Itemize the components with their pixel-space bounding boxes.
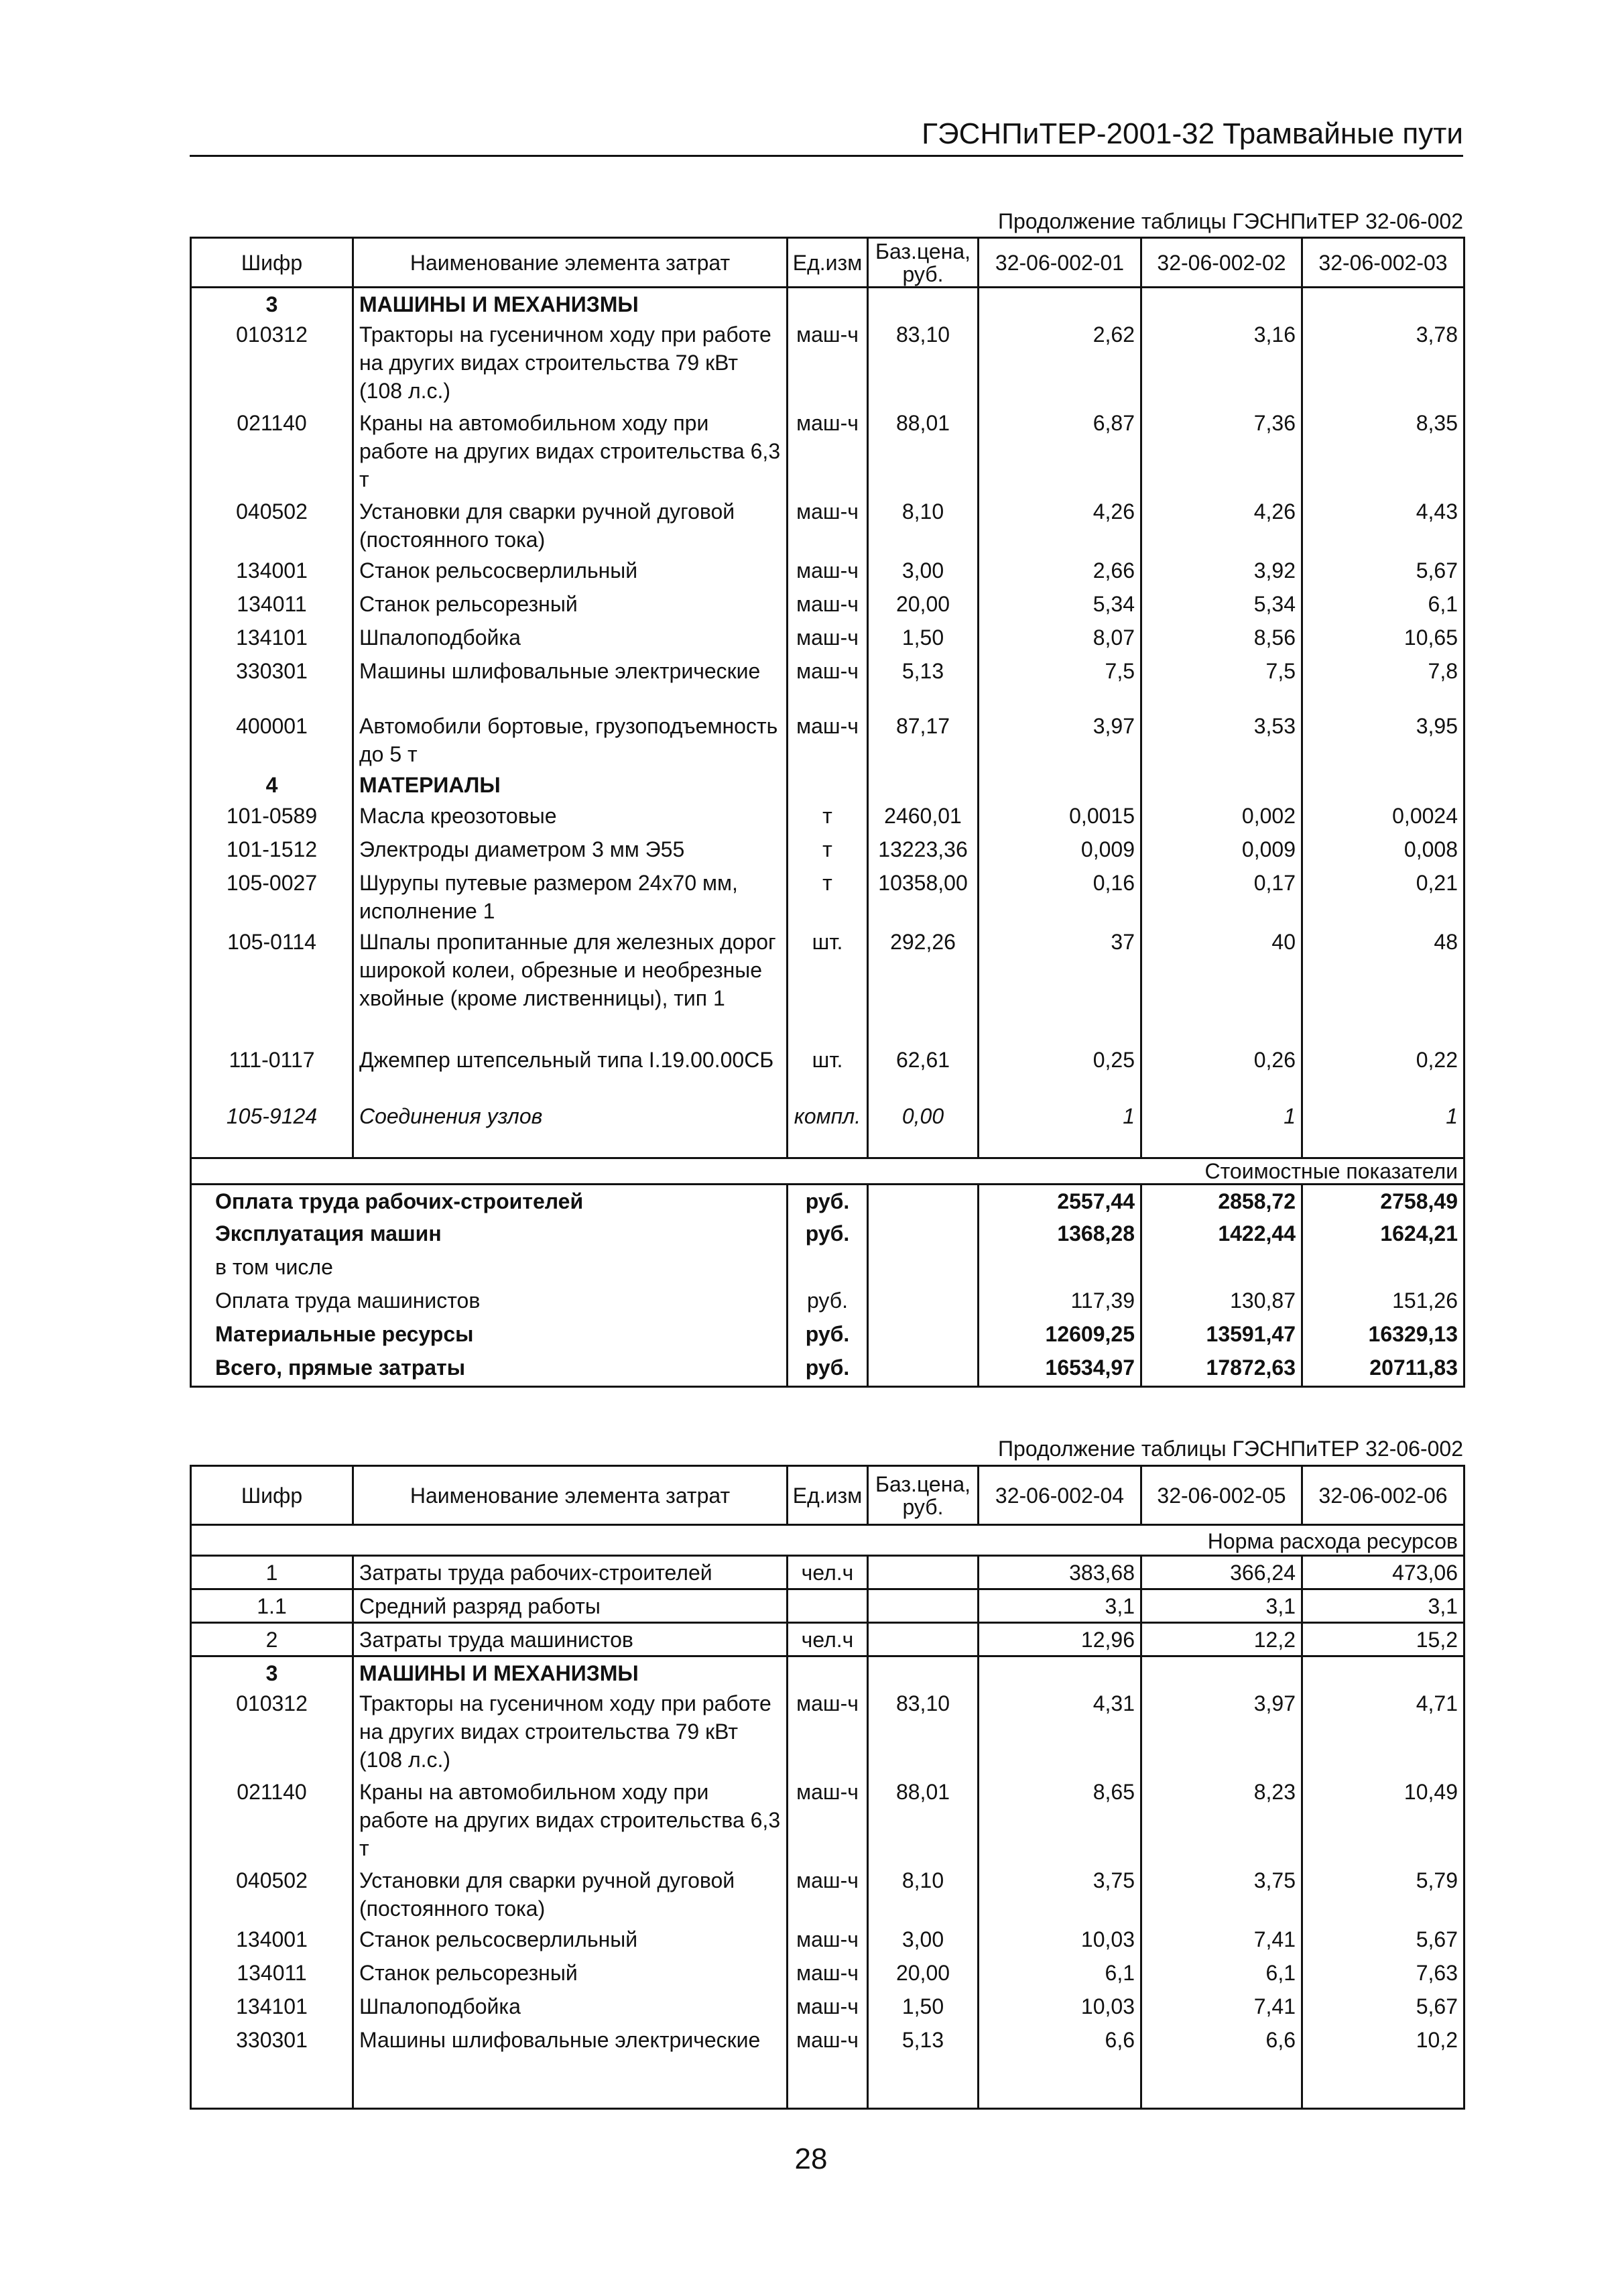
cell-name: Джемпер штепсельный типа I.19.00.00СБ — [353, 1044, 788, 1100]
cell-unit: т — [788, 833, 868, 867]
table2-caption: Продолжение таблицы ГЭСНПиТЕР 32-06-002 — [998, 1437, 1463, 1461]
cost-row — [191, 1351, 1464, 1386]
cell-code: 111-0117 — [191, 1044, 353, 1100]
cell-value: 3,97 — [979, 710, 1141, 769]
running-header — [190, 117, 1463, 157]
col-header-code: Шифр — [191, 1466, 353, 1525]
cell-value: 8,65 — [979, 1776, 1141, 1864]
cell-code: 101-0589 — [191, 800, 353, 833]
cell-unit: маш-ч — [788, 554, 868, 588]
cell-price: 83,10 — [868, 1687, 979, 1776]
cell-unit — [788, 1589, 868, 1623]
cell-price — [868, 1623, 979, 1656]
cell-code: 040502 — [191, 495, 353, 554]
table-row — [191, 2024, 1464, 2108]
cell-value: 7,5 — [1141, 655, 1302, 710]
cost-label: Стоимостные показатели — [191, 1158, 1464, 1184]
cell-code: 105-0114 — [191, 926, 353, 1044]
table-row — [191, 1776, 1464, 1864]
cell-value: 6,1 — [1302, 588, 1464, 621]
cell-value: 4,71 — [1302, 1687, 1464, 1776]
cell-unit: маш-ч — [788, 495, 868, 554]
cost-value: 130,87 — [1141, 1284, 1302, 1318]
cell-code: 134011 — [191, 588, 353, 621]
table-row — [191, 1864, 1464, 1923]
cell-code: 101-1512 — [191, 833, 353, 867]
norm-label-row — [191, 1525, 1464, 1556]
table-row — [191, 318, 1464, 407]
section-code: 3 — [191, 288, 353, 319]
cell-name: Краны на автомобильном ходу при работе на других видах строительства 6,3 т — [353, 407, 788, 495]
cell-price: 1,50 — [868, 621, 979, 655]
cell-value: 3,16 — [1141, 318, 1302, 407]
table-row — [191, 1100, 1464, 1158]
table-row — [191, 655, 1464, 710]
section-title: МАШИНЫ И МЕХАНИЗМЫ — [353, 1656, 788, 1688]
cost-unit: руб. — [788, 1284, 868, 1318]
cell-value: 3,75 — [1141, 1864, 1302, 1923]
cell-unit: маш-ч — [788, 1990, 868, 2024]
cell-value: 6,6 — [1141, 2024, 1302, 2108]
cost-value: 13591,47 — [1141, 1318, 1302, 1351]
table-row — [191, 1990, 1464, 2024]
cell-value: 15,2 — [1302, 1623, 1464, 1656]
cost-value — [1302, 1251, 1464, 1284]
cell-value: 8,56 — [1141, 621, 1302, 655]
table-row — [191, 1044, 1464, 1100]
section-row — [191, 288, 1464, 319]
cell-value: 37 — [979, 926, 1141, 1044]
cost-row — [191, 1318, 1464, 1351]
cost-value: 2858,72 — [1141, 1184, 1302, 1217]
cell-code: 400001 — [191, 710, 353, 769]
cell-unit: маш-ч — [788, 1776, 868, 1864]
col-header-code: Шифр — [191, 238, 353, 288]
cell-value: 2,66 — [979, 554, 1141, 588]
cell-price — [868, 1556, 979, 1589]
cell-value: 7,41 — [1141, 1923, 1302, 1957]
cell-name: Тракторы на гусеничном ходу при работе на других видах строительства 79 кВт (108 л.с.) — [353, 318, 788, 407]
cell-code: 1.1 — [191, 1589, 353, 1623]
col-header-norm-01: 32-06-002-01 — [979, 238, 1141, 288]
cost-name: в том числе — [191, 1251, 788, 1284]
cell-name: Шпалы пропитанные для железных дорог широкой колеи, обрезные и необрезные хвойные (кроме лиственницы), тип 1 — [353, 926, 788, 1044]
cell-value: 7,8 — [1302, 655, 1464, 710]
cell-unit: маш-ч — [788, 621, 868, 655]
cell-value: 3,92 — [1141, 554, 1302, 588]
cost-value: 12609,25 — [979, 1318, 1141, 1351]
cell-price: 3,00 — [868, 1923, 979, 1957]
cost-value: 20711,83 — [1302, 1351, 1464, 1386]
cell-value: 3,78 — [1302, 318, 1464, 407]
section-code: 4 — [191, 769, 353, 800]
cell-value: 5,34 — [979, 588, 1141, 621]
cost-value: 151,26 — [1302, 1284, 1464, 1318]
cost-value: 16534,97 — [979, 1351, 1141, 1386]
cell-unit: маш-ч — [788, 407, 868, 495]
cell-price: 8,10 — [868, 495, 979, 554]
cost-unit: руб. — [788, 1217, 868, 1251]
cell-name: Установки для сварки ручной дуговой (постоянного тока) — [353, 1864, 788, 1923]
cost-row — [191, 1251, 1464, 1284]
cell-value: 0,21 — [1302, 867, 1464, 926]
section-title: МАШИНЫ И МЕХАНИЗМЫ — [353, 288, 788, 319]
table-row — [191, 1623, 1464, 1656]
cell-name: Станок рельсосверлильный — [353, 1923, 788, 1957]
cell-value: 3,1 — [979, 1589, 1141, 1623]
cell-name: Станок рельсорезный — [353, 1957, 788, 1990]
table-row — [191, 1687, 1464, 1776]
table-row — [191, 800, 1464, 833]
cell-code: 021140 — [191, 407, 353, 495]
table-row — [191, 1923, 1464, 1957]
cell-value: 0,25 — [979, 1044, 1141, 1100]
cell-code: 2 — [191, 1623, 353, 1656]
cell-value: 1 — [979, 1100, 1141, 1158]
cost-row — [191, 1284, 1464, 1318]
cost-row — [191, 1184, 1464, 1217]
col-header-price: Баз.цена, руб. — [868, 1466, 979, 1525]
cell-name: Средний разряд работы — [353, 1589, 788, 1623]
table-row — [191, 926, 1464, 1044]
cell-value: 0,0015 — [979, 800, 1141, 833]
cell-unit: т — [788, 800, 868, 833]
cell-name: Соединения узлов — [353, 1100, 788, 1158]
cell-unit: маш-ч — [788, 1923, 868, 1957]
cell-value: 366,24 — [1141, 1556, 1302, 1589]
cell-value: 0,16 — [979, 867, 1141, 926]
cell-value: 6,1 — [1141, 1957, 1302, 1990]
cell-unit: маш-ч — [788, 655, 868, 710]
cell-unit: т — [788, 867, 868, 926]
cost-name: Материальные ресурсы — [191, 1318, 788, 1351]
cell-unit: шт. — [788, 926, 868, 1044]
norm-label: Норма расхода ресурсов — [191, 1525, 1464, 1556]
cost-value: 2758,49 — [1302, 1184, 1464, 1217]
cell-value: 8,07 — [979, 621, 1141, 655]
cell-value: 6,1 — [979, 1957, 1141, 1990]
cell-value: 10,03 — [979, 1923, 1141, 1957]
cell-value: 1 — [1141, 1100, 1302, 1158]
cell-name: Тракторы на гусеничном ходу при работе на других видах строительства 79 кВт (108 л.с.) — [353, 1687, 788, 1776]
cost-name: Всего, прямые затраты — [191, 1351, 788, 1386]
col-header-norm-05: 32-06-002-05 — [1141, 1466, 1302, 1525]
cell-price: 83,10 — [868, 318, 979, 407]
cell-price: 3,00 — [868, 554, 979, 588]
resource-table-2 — [190, 1465, 1465, 2110]
cell-value: 6,6 — [979, 2024, 1141, 2108]
resource-table-1 — [190, 237, 1465, 1388]
cell-price: 1,50 — [868, 1990, 979, 2024]
cell-price: 5,13 — [868, 655, 979, 710]
cost-unit: руб. — [788, 1184, 868, 1217]
col-header-unit: Ед.изм — [788, 1466, 868, 1525]
cell-name: Затраты труда машинистов — [353, 1623, 788, 1656]
cell-value: 4,43 — [1302, 495, 1464, 554]
cell-name: Машины шлифовальные электрические — [353, 2024, 788, 2108]
table-row — [191, 867, 1464, 926]
cell-value: 8,35 — [1302, 407, 1464, 495]
table-row — [191, 407, 1464, 495]
cell-value: 5,67 — [1302, 1923, 1464, 1957]
cell-price: 10358,00 — [868, 867, 979, 926]
cell-price — [868, 1589, 979, 1623]
cost-name: Эксплуатация машин — [191, 1217, 788, 1251]
cell-value: 1 — [1302, 1100, 1464, 1158]
cell-code: 134001 — [191, 1923, 353, 1957]
cell-name: Масла креозотовые — [353, 800, 788, 833]
cell-unit: маш-ч — [788, 1864, 868, 1923]
cell-name: Электроды диаметром 3 мм Э55 — [353, 833, 788, 867]
cost-unit: руб. — [788, 1318, 868, 1351]
table-row — [191, 1589, 1464, 1623]
cost-name: Оплата труда рабочих-строителей — [191, 1184, 788, 1217]
cell-value: 0,17 — [1141, 867, 1302, 926]
cell-value: 4,26 — [979, 495, 1141, 554]
cell-value: 0,26 — [1141, 1044, 1302, 1100]
cell-value: 10,2 — [1302, 2024, 1464, 2108]
cell-value: 5,34 — [1141, 588, 1302, 621]
cell-code: 021140 — [191, 1776, 353, 1864]
col-header-norm-02: 32-06-002-02 — [1141, 238, 1302, 288]
cell-code: 1 — [191, 1556, 353, 1589]
cell-code: 040502 — [191, 1864, 353, 1923]
cost-value — [979, 1251, 1141, 1284]
cell-unit: маш-ч — [788, 710, 868, 769]
cost-value: 17872,63 — [1141, 1351, 1302, 1386]
cell-price: 62,61 — [868, 1044, 979, 1100]
cell-unit: шт. — [788, 1044, 868, 1100]
table-row — [191, 710, 1464, 769]
cell-value: 7,5 — [979, 655, 1141, 710]
cell-name: Станок рельсосверлильный — [353, 554, 788, 588]
cell-value: 3,75 — [979, 1864, 1141, 1923]
table-row — [191, 1957, 1464, 1990]
cell-value: 4,26 — [1141, 495, 1302, 554]
cell-name: Установки для сварки ручной дуговой (постоянного тока) — [353, 495, 788, 554]
cell-unit: маш-ч — [788, 588, 868, 621]
cell-code: 105-0027 — [191, 867, 353, 926]
cell-value: 0,009 — [1141, 833, 1302, 867]
cost-value: 16329,13 — [1302, 1318, 1464, 1351]
cell-value: 0,0024 — [1302, 800, 1464, 833]
cell-value: 2,62 — [979, 318, 1141, 407]
cell-price: 88,01 — [868, 1776, 979, 1864]
table-row — [191, 495, 1464, 554]
cell-code: 105-9124 — [191, 1100, 353, 1158]
cell-code: 330301 — [191, 2024, 353, 2108]
cell-code: 010312 — [191, 318, 353, 407]
section-code: 3 — [191, 1656, 353, 1688]
running-header-title: ГЭСНПиТЕР-2001-32 Трамвайные пути — [922, 117, 1463, 150]
cell-price: 20,00 — [868, 588, 979, 621]
cell-code: 134101 — [191, 621, 353, 655]
cell-name: Станок рельсорезный — [353, 588, 788, 621]
table-row — [191, 588, 1464, 621]
cell-code: 134001 — [191, 554, 353, 588]
cell-name: Затраты труда рабочих-строителей — [353, 1556, 788, 1589]
cell-name: Автомобили бортовые, грузоподъемность до 5 т — [353, 710, 788, 769]
cell-price: 0,00 — [868, 1100, 979, 1158]
cell-code: 010312 — [191, 1687, 353, 1776]
cell-price: 87,17 — [868, 710, 979, 769]
cell-price: 8,10 — [868, 1864, 979, 1923]
cell-value: 3,1 — [1302, 1589, 1464, 1623]
cell-price: 13223,36 — [868, 833, 979, 867]
section-row — [191, 769, 1464, 800]
cell-value: 473,06 — [1302, 1556, 1464, 1589]
table-row — [191, 621, 1464, 655]
cell-value: 7,36 — [1141, 407, 1302, 495]
cost-unit: руб. — [788, 1351, 868, 1386]
cell-price: 2460,01 — [868, 800, 979, 833]
cell-value: 5,67 — [1302, 1990, 1464, 2024]
table-row — [191, 554, 1464, 588]
cell-name: Шпалоподбойка — [353, 621, 788, 655]
cell-code: 134101 — [191, 1990, 353, 2024]
col-header-name: Наименование элемента затрат — [353, 1466, 788, 1525]
cell-value: 0,22 — [1302, 1044, 1464, 1100]
cell-price: 88,01 — [868, 407, 979, 495]
col-header-norm-06: 32-06-002-06 — [1302, 1466, 1464, 1525]
cost-unit — [788, 1251, 868, 1284]
cell-name: Машины шлифовальные электрические — [353, 655, 788, 710]
cell-value: 10,49 — [1302, 1776, 1464, 1864]
cell-value: 3,95 — [1302, 710, 1464, 769]
cost-value: 1368,28 — [979, 1217, 1141, 1251]
section-title: МАТЕРИАЛЫ — [353, 769, 788, 800]
cell-unit: чел.ч — [788, 1623, 868, 1656]
cost-value: 1624,21 — [1302, 1217, 1464, 1251]
cell-unit: маш-ч — [788, 1687, 868, 1776]
cell-unit: маш-ч — [788, 1957, 868, 1990]
cell-value: 0,008 — [1302, 833, 1464, 867]
table-row — [191, 1556, 1464, 1589]
cost-value — [1141, 1251, 1302, 1284]
cell-unit: чел.ч — [788, 1556, 868, 1589]
cost-value: 2557,44 — [979, 1184, 1141, 1217]
cell-value: 10,03 — [979, 1990, 1141, 2024]
cost-row — [191, 1217, 1464, 1251]
cell-value: 7,63 — [1302, 1957, 1464, 1990]
cell-name: Краны на автомобильном ходу при работе на других видах строительства 6,3 т — [353, 1776, 788, 1864]
cell-value: 48 — [1302, 926, 1464, 1044]
cell-value: 0,002 — [1141, 800, 1302, 833]
cell-value: 0,009 — [979, 833, 1141, 867]
cell-value: 12,2 — [1141, 1623, 1302, 1656]
page-number: 28 — [794, 2142, 828, 2175]
col-header-price: Баз.цена, руб. — [868, 238, 979, 288]
cost-value: 117,39 — [979, 1284, 1141, 1318]
col-header-name: Наименование элемента затрат — [353, 238, 788, 288]
col-header-norm-04: 32-06-002-04 — [979, 1466, 1141, 1525]
cell-price: 292,26 — [868, 926, 979, 1044]
cell-value: 3,53 — [1141, 710, 1302, 769]
cell-value: 10,65 — [1302, 621, 1464, 655]
cost-name: Оплата труда машинистов — [191, 1284, 788, 1318]
section-row — [191, 1656, 1464, 1688]
cost-label-row — [191, 1158, 1464, 1184]
cell-code: 330301 — [191, 655, 353, 710]
table-row — [191, 833, 1464, 867]
cell-unit: маш-ч — [788, 318, 868, 407]
table1-caption: Продолжение таблицы ГЭСНПиТЕР 32-06-002 — [998, 209, 1463, 233]
cell-value: 3,1 — [1141, 1589, 1302, 1623]
cell-value: 40 — [1141, 926, 1302, 1044]
cell-price: 5,13 — [868, 2024, 979, 2108]
cell-value: 4,31 — [979, 1687, 1141, 1776]
cell-value: 5,67 — [1302, 554, 1464, 588]
cell-value: 5,79 — [1302, 1864, 1464, 1923]
col-header-norm-03: 32-06-002-03 — [1302, 238, 1464, 288]
cell-unit: маш-ч — [788, 2024, 868, 2108]
cell-value: 383,68 — [979, 1556, 1141, 1589]
cell-price: 20,00 — [868, 1957, 979, 1990]
cell-value: 3,97 — [1141, 1687, 1302, 1776]
cell-unit: компл. — [788, 1100, 868, 1158]
cell-name: Шурупы путевые размером 24х70 мм, исполнение 1 — [353, 867, 788, 926]
cell-value: 8,23 — [1141, 1776, 1302, 1864]
cost-value: 1422,44 — [1141, 1217, 1302, 1251]
col-header-unit: Ед.изм — [788, 238, 868, 288]
cell-value: 12,96 — [979, 1623, 1141, 1656]
cell-code: 134011 — [191, 1957, 353, 1990]
cell-name: Шпалоподбойка — [353, 1990, 788, 2024]
cell-value: 7,41 — [1141, 1990, 1302, 2024]
cell-value: 6,87 — [979, 407, 1141, 495]
